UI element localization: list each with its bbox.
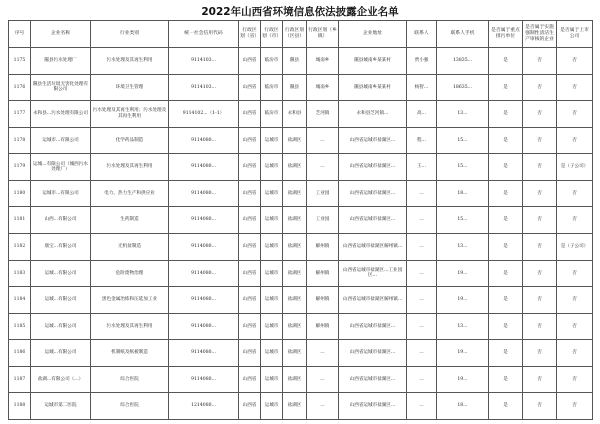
industry-cell: 化学药品制造 [91, 127, 169, 154]
credit-code-cell: 9114080... [169, 313, 239, 340]
county-cell: 隰县 [283, 74, 307, 101]
seq-cell: 1178 [9, 127, 31, 154]
town-cell: 城南乡 [307, 48, 339, 75]
address-cell: 隰县城南乡某某村 [339, 74, 407, 101]
listed-company-cell: 否 [557, 127, 593, 154]
industry-cell: 污水处理及其再生利用；污水处理及其再生利用 [91, 101, 169, 128]
contact-cell: ... [407, 340, 437, 367]
province-cell: 山西省 [239, 313, 261, 340]
town-cell: 解州镇 [307, 260, 339, 287]
company-name-cell: 运城市...有限公司 [31, 127, 91, 154]
province-cell: 山西省 [239, 48, 261, 75]
credit-code-cell: 9114080... [169, 260, 239, 287]
header-cell: 联系人手机 [437, 21, 489, 48]
table-row [9, 101, 593, 128]
credit-code-cell: 9114080... [169, 180, 239, 207]
city-cell: 运城市 [261, 154, 283, 181]
company-name-cell: 运城...有限公司 [31, 260, 91, 287]
header-cell: 企业名称 [31, 21, 91, 48]
contact-cell: 杨智... [407, 74, 437, 101]
address-cell: 山西省运城市盐湖区... [339, 180, 407, 207]
contact-cell: ... [407, 366, 437, 393]
city-cell: 运城市 [261, 127, 283, 154]
credit-code-cell: 9114102...（1-1） [169, 101, 239, 128]
contact-cell: 高... [407, 101, 437, 128]
table-row [9, 340, 593, 367]
listed-company-cell: 否 [557, 260, 593, 287]
clean-production-cell: 否 [523, 74, 557, 101]
contact-cell: ... [407, 260, 437, 287]
town-cell: 工业园 [307, 207, 339, 234]
address-cell: 山西省运城市盐湖区... [339, 340, 407, 367]
listed-company-cell: 否 [557, 207, 593, 234]
phone-cell: 13... [437, 101, 489, 128]
city-cell: 运城市 [261, 233, 283, 260]
province-cell: 山西省 [239, 207, 261, 234]
province-cell: 山西省 [239, 393, 261, 420]
company-name-cell: 运城市...有限公司 [31, 180, 91, 207]
city-cell: 运城市 [261, 287, 283, 314]
city-cell: 运城市 [261, 393, 283, 420]
city-cell: 运城市 [261, 260, 283, 287]
company-name-cell: 隰县污水处理厂 [31, 48, 91, 75]
city-cell: 运城市 [261, 207, 283, 234]
seq-cell: 1185 [9, 313, 31, 340]
credit-code-cell: 9114080... [169, 127, 239, 154]
address-cell: 山西省运城市盐湖区...工业园区... [339, 260, 407, 287]
table-row [9, 313, 593, 340]
key-polluter-cell: 是 [489, 127, 523, 154]
credit-code-cell: 9114080... [169, 340, 239, 367]
clean-production-cell: 否 [523, 48, 557, 75]
clean-production-cell: 否 [523, 101, 557, 128]
phone-cell: 13... [437, 313, 489, 340]
key-polluter-cell: 是 [489, 48, 523, 75]
province-cell: 山西省 [239, 233, 261, 260]
contact-cell: 王... [407, 154, 437, 181]
table-row [9, 366, 593, 393]
contact-cell: ... [407, 180, 437, 207]
industry-cell: 生药制造 [91, 207, 169, 234]
company-name-cell: 盐湖...有限公司（...） [31, 366, 91, 393]
listed-company-cell: 是（子公司） [557, 233, 593, 260]
address-cell: 山西省运城市盐湖区... [339, 366, 407, 393]
city-cell: 运城市 [261, 180, 283, 207]
phone-cell: 15... [437, 207, 489, 234]
clean-production-cell: 否 [523, 366, 557, 393]
table-row [9, 154, 593, 181]
header-cell: 行政区划（省） [239, 21, 261, 48]
table-row [9, 207, 593, 234]
address-cell: 山西省运城市盐湖区... [339, 154, 407, 181]
town-cell: 解州镇 [307, 313, 339, 340]
table-row [9, 393, 593, 420]
phone-cell: 15... [437, 127, 489, 154]
credit-code-cell: 9114080... [169, 233, 239, 260]
town-cell: ... [307, 340, 339, 367]
town-cell: ... [307, 366, 339, 393]
company-name-cell: 运城...有限公司 [31, 313, 91, 340]
industry-cell: 环境卫生管理 [91, 74, 169, 101]
county-cell: 盐湖区 [283, 233, 307, 260]
key-polluter-cell: 是 [489, 101, 523, 128]
contact-cell: ... [407, 313, 437, 340]
table-row [9, 127, 593, 154]
town-cell: 城南乡 [307, 74, 339, 101]
clean-production-cell: 否 [523, 127, 557, 154]
industry-cell: 危险废物治理 [91, 260, 169, 287]
table-row [9, 74, 593, 101]
header-cell: 是否属于重点排污单位 [489, 21, 523, 48]
phone-cell: 18635... [437, 74, 489, 101]
company-name-cell: 康宝...有限公司 [31, 233, 91, 260]
key-polluter-cell: 是 [489, 180, 523, 207]
clean-production-cell: 否 [523, 393, 557, 420]
key-polluter-cell: 是 [489, 74, 523, 101]
header-cell: 是否属于上市公司 [557, 21, 593, 48]
credit-code-cell: 9114103... [169, 48, 239, 75]
key-polluter-cell: 是 [489, 260, 523, 287]
table-body [9, 48, 593, 420]
listed-company-cell: 否 [557, 48, 593, 75]
seq-cell: 1177 [9, 101, 31, 128]
province-cell: 山西省 [239, 260, 261, 287]
table-row [9, 233, 593, 260]
enterprise-table [8, 20, 593, 420]
province-cell: 山西省 [239, 366, 261, 393]
company-name-cell: 山西...有限公司 [31, 207, 91, 234]
phone-cell: 19... [437, 366, 489, 393]
phone-cell: 15... [437, 154, 489, 181]
province-cell: 山西省 [239, 340, 261, 367]
credit-code-cell: 9114080... [169, 366, 239, 393]
seq-cell: 1186 [9, 340, 31, 367]
city-cell: 运城市 [261, 340, 283, 367]
listed-company-cell: 否 [557, 287, 593, 314]
county-cell: 盐湖区 [283, 180, 307, 207]
header-cell: 联系人 [407, 21, 437, 48]
key-polluter-cell: 是 [489, 233, 523, 260]
province-cell: 山西省 [239, 74, 261, 101]
phone-cell: 13... [437, 233, 489, 260]
table-row [9, 287, 593, 314]
industry-cell: 黑色金属冶炼和压延加工业 [91, 287, 169, 314]
county-cell: 盐湖区 [283, 127, 307, 154]
county-cell: 盐湖区 [283, 393, 307, 420]
phone-cell: 13835... [437, 48, 489, 75]
address-cell: 永和县芝河镇... [339, 101, 407, 128]
listed-company-cell: 是（子公司） [557, 154, 593, 181]
header-cell: 序号 [9, 21, 31, 48]
credit-code-cell: 9114080... [169, 154, 239, 181]
address-cell: 山西省运城市盐湖区... [339, 207, 407, 234]
city-cell: 运城市 [261, 366, 283, 393]
header-cell: 行政区划（乡镇） [307, 21, 339, 48]
city-cell: 运城市 [261, 313, 283, 340]
key-polluter-cell: 是 [489, 287, 523, 314]
clean-production-cell: 否 [523, 287, 557, 314]
key-polluter-cell: 是 [489, 340, 523, 367]
address-cell: 山西省运城市盐湖区解州镇... [339, 233, 407, 260]
seq-cell: 1188 [9, 393, 31, 420]
county-cell: 盐湖区 [283, 260, 307, 287]
header-cell: 是否属于实施强制性清洁生产审核的企业 [523, 21, 557, 48]
town-cell: 芝河镇 [307, 101, 339, 128]
address-cell: 山西省运城市盐湖区... [339, 127, 407, 154]
town-cell: 解州镇 [307, 287, 339, 314]
seq-cell: 1183 [9, 260, 31, 287]
listed-company-cell: 否 [557, 101, 593, 128]
phone-cell: 18... [437, 393, 489, 420]
address-cell: 山西省运城市盐湖区... [339, 393, 407, 420]
province-cell: 山西省 [239, 154, 261, 181]
province-cell: 山西省 [239, 101, 261, 128]
header-cell: 行政区划（市） [261, 21, 283, 48]
seq-cell: 1182 [9, 233, 31, 260]
listed-company-cell: 否 [557, 74, 593, 101]
credit-code-cell: 9114080... [169, 207, 239, 234]
province-cell: 山西省 [239, 127, 261, 154]
county-cell: 盐湖区 [283, 313, 307, 340]
county-cell: 隰县 [283, 48, 307, 75]
county-cell: 盐湖区 [283, 340, 307, 367]
company-name-cell: 运城...有限公司 [31, 287, 91, 314]
table-row [9, 180, 593, 207]
listed-company-cell: 否 [557, 393, 593, 420]
city-cell: 临汾市 [261, 101, 283, 128]
city-cell: 临汾市 [261, 74, 283, 101]
industry-cell: 综合医院 [91, 393, 169, 420]
seq-cell: 1180 [9, 180, 31, 207]
town-cell: 解州镇 [307, 233, 339, 260]
header-cell: 企业地址 [339, 21, 407, 48]
contact-cell: ... [407, 287, 437, 314]
seq-cell: 1176 [9, 74, 31, 101]
address-cell: 山西省运城市盐湖区... [339, 313, 407, 340]
table-header-row [9, 21, 593, 48]
company-name-cell: 运城...有限公司（城西污水处理厂） [31, 154, 91, 181]
clean-production-cell: 否 [523, 260, 557, 287]
company-name-cell: 运城...有限公司 [31, 340, 91, 367]
listed-company-cell: 否 [557, 366, 593, 393]
province-cell: 山西省 [239, 180, 261, 207]
listed-company-cell: 否 [557, 313, 593, 340]
clean-production-cell: 否 [523, 233, 557, 260]
phone-cell: 18... [437, 180, 489, 207]
industry-cell: 机制纸及纸板制造 [91, 340, 169, 367]
header-cell: 统一社会信用代码 [169, 21, 239, 48]
contact-cell: ... [407, 393, 437, 420]
contact-cell: 程... [407, 127, 437, 154]
seq-cell: 1187 [9, 366, 31, 393]
company-name-cell: 永和县...污水处理有限公司 [31, 101, 91, 128]
address-cell: 隰县城南乡某某村 [339, 48, 407, 75]
document-title: 2022年山西省环境信息依法披露企业名单 [201, 6, 399, 18]
clean-production-cell: 否 [523, 154, 557, 181]
province-cell: 山西省 [239, 287, 261, 314]
clean-production-cell: 否 [523, 180, 557, 207]
town-cell: ... [307, 393, 339, 420]
county-cell: 永和县 [283, 101, 307, 128]
town-cell: ... [307, 127, 339, 154]
credit-code-cell: 9114103... [169, 74, 239, 101]
seq-cell: 1179 [9, 154, 31, 181]
clean-production-cell: 否 [523, 340, 557, 367]
industry-cell: 综合医院 [91, 366, 169, 393]
clean-production-cell: 否 [523, 313, 557, 340]
address-cell: 山西省运城市盐湖区解州镇... [339, 287, 407, 314]
header-cell: 行政区划（区县） [283, 21, 307, 48]
county-cell: 盐湖区 [283, 207, 307, 234]
industry-cell: 污水处理及其再生利用 [91, 313, 169, 340]
credit-code-cell: 1214080... [169, 393, 239, 420]
contact-cell: ... [407, 233, 437, 260]
key-polluter-cell: 是 [489, 366, 523, 393]
table-row [9, 48, 593, 75]
company-name-cell: 运城市第二医院 [31, 393, 91, 420]
phone-cell: 19... [437, 260, 489, 287]
table-row [9, 260, 593, 287]
key-polluter-cell: 是 [489, 393, 523, 420]
contact-cell: ... [407, 207, 437, 234]
county-cell: 盐湖区 [283, 154, 307, 181]
seq-cell: 1184 [9, 287, 31, 314]
phone-cell: 19... [437, 340, 489, 367]
phone-cell: 19... [437, 287, 489, 314]
county-cell: 盐湖区 [283, 287, 307, 314]
listed-company-cell: 否 [557, 180, 593, 207]
seq-cell: 1175 [9, 48, 31, 75]
company-name-cell: 隰县生活垃圾无害化处理有限公司 [31, 74, 91, 101]
town-cell: 工业园 [307, 180, 339, 207]
credit-code-cell: 9114080... [169, 287, 239, 314]
header-cell: 行业类别 [91, 21, 169, 48]
clean-production-cell: 否 [523, 207, 557, 234]
industry-cell: 电力、热力生产和供应业 [91, 180, 169, 207]
key-polluter-cell: 是 [489, 154, 523, 181]
contact-cell: 贾小强 [407, 48, 437, 75]
industry-cell: 无机盐制造 [91, 233, 169, 260]
industry-cell: 污水处理及其再生利用 [91, 48, 169, 75]
county-cell: 盐湖区 [283, 366, 307, 393]
listed-company-cell: 否 [557, 340, 593, 367]
city-cell: 临汾市 [261, 48, 283, 75]
industry-cell: 污水处理及其再生利用 [91, 154, 169, 181]
seq-cell: 1181 [9, 207, 31, 234]
town-cell: ... [307, 154, 339, 181]
key-polluter-cell: 是 [489, 207, 523, 234]
key-polluter-cell: 是 [489, 313, 523, 340]
